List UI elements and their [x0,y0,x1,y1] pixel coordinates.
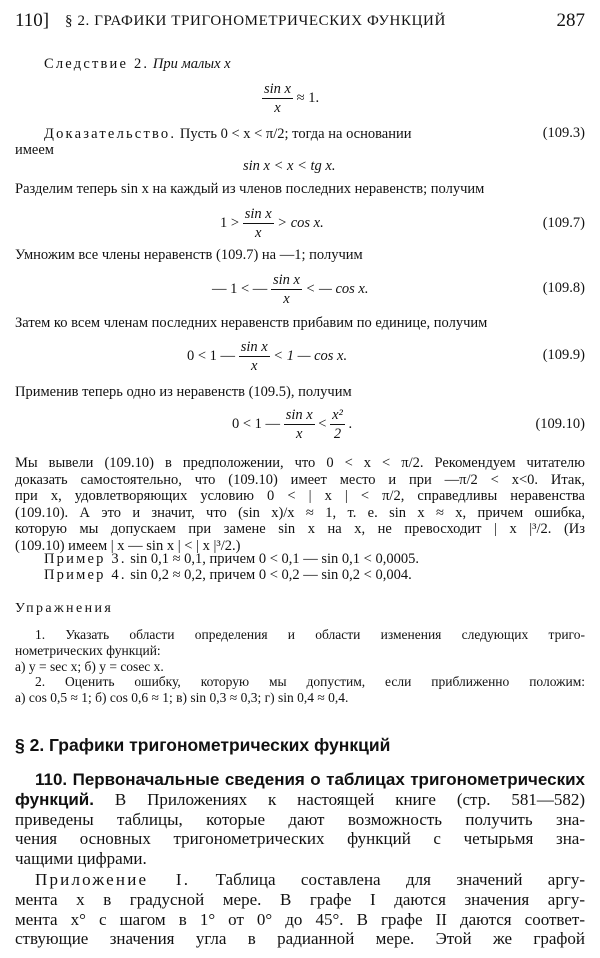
fraction: $\frac{\text{sin x}}{x}$ [285,407,313,442]
eq-109-7-intro: Разделим теперь sin x на каждый из членов последних неравенств; получим [15,181,485,197]
proof-label: Доказательство. [44,126,177,142]
proof-line-2: имеем [15,142,54,158]
eq-109-10-intro: Применив теперь одно из неравенств (109.5), получим [15,384,352,400]
eq-109-8: — 1 < — $\frac{\text{sin x}}{x}$ < — cos x. [212,272,369,307]
eq-109-9-number: (109.9) [542,347,585,363]
example-3: Пример 3. sin 0,1 ≈ 0,1, причем 0 < 0,1 — sin 0,1 < 0,0005. [44,551,419,567]
proof-ref: (109.3) [542,125,585,141]
conclusion-paragraph: Мы вывели (109.10) в предположении, что 0 < x < π/2. Рекомендуем читателю доказать самостоятельно, что (109.10) имеет место и при —π/2 < x<0. Итак, при x, удовлетворяющих условию 0 < | x | < π/2, справедливы неравенства (109.10). А это и значит, что (sin x)/x ≈ 1, т. е. sin x ≈ x, причем ошибка, которую мы допускаем при замене sin x на x, не превосходит | x |³/2. (Из (109.10) имеем | x — sin x | < | x |³/2.) [15,455,585,554]
eq-109-10: 0 < 1 — $\frac{\text{sin x}}{x}$ < $\frac{\text{x²}}{2}$ . [232,407,353,442]
eq-109-8-number: (109.8) [542,280,585,296]
corollary-formula: $\frac{\text{sin x}}{x}$ ≈ 1. [264,81,320,116]
fraction: $\frac{\text{sin x}}{x}$ [240,339,268,374]
header-section-title: § 2. ГРАФИКИ ТРИГОНОМЕТРИЧЕСКИХ ФУНКЦИЙ [65,13,446,29]
exercises-heading: Упражнения [15,601,114,616]
page-header [15,10,585,36]
fraction: $\frac{\text{sin x}}{x}$ [244,206,272,241]
eq-109-10-number: (109.10) [535,416,585,432]
proof-formula: sin x < x < tg x. [243,158,336,174]
header-page-number: 287 [556,10,585,31]
eq-109-8-intro: Умножим все члены неравенств (109.7) на —1; получим [15,247,363,263]
appendix-paragraph: Приложение I. Таблица составлена для значений аргу- мента x в градусной мере. В графе I даются значения аргу- мента x° с шагом в 1° от 0° до 45°. В графе II даются соответ- ствующие значения угла в радианной мере. Этой же графой [15,870,585,949]
eq-109-7: 1 > $\frac{\text{sin x}}{x}$ > cos x. [220,206,324,241]
section-heading: § 2. Графики тригонометрических функций [15,735,391,755]
fraction: $\frac{\text{sin x}}{x}$ [264,81,291,116]
subsection-110: 110. Первоначальные сведения о таблицах тригонометрических функций. В Приложениях к настоящей книге (стр. 581—582) приведены таблицы, которые дают возможность получить зна- чения основных тригонометрических функций с четырьмя зна- чащими цифрами. [15,770,585,869]
example-4: Пример 4. sin 0,2 ≈ 0,2, причем 0 < 0,2 — sin 0,2 < 0,004. [44,567,412,583]
eq-109-7-number: (109.7) [542,215,585,231]
proof-line-1: Доказательство. Пусть 0 < x < π/2; тогда на основании [44,126,412,142]
corollary-text: При малых x [152,56,231,72]
header-page-ref: 110] [15,10,50,31]
fraction: $\frac{\text{sin x}}{x}$ [272,272,300,307]
eq-109-9-intro: Затем ко всем членам последних неравенств прибавим по единице, получим [15,315,488,331]
exercises-list: 1. Указать области определения и области изменения следующих триго- нометрических функций: а) y = sec x; б) y = cosec x. 2. Оценить ошибку, которую мы допустим, если приближенно положим: а) cos 0,5 ≈ 1; б) cos 0,6 ≈ 1; в) sin 0,3 ≈ 0,3; г) sin 0,4 ≈ 0,4. [15,627,585,706]
corollary-line [44,55,231,73]
fraction: $\frac{\text{x²}}{2}$ [332,407,343,442]
corollary-label: Следствие 2. [44,56,150,72]
eq-109-9: 0 < 1 — $\frac{\text{sin x}}{x}$ < 1 — cos x. [187,339,348,374]
